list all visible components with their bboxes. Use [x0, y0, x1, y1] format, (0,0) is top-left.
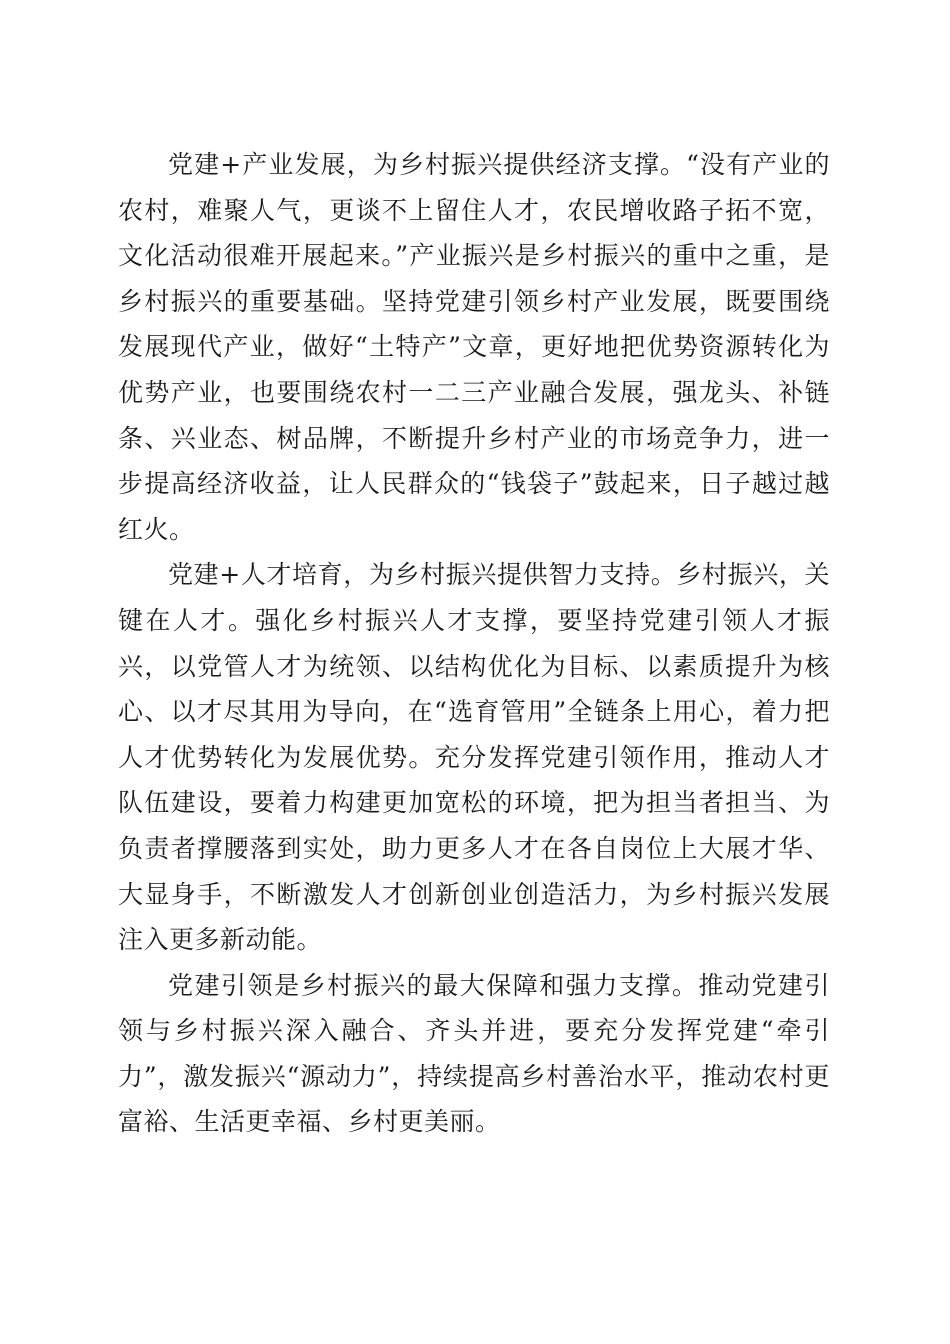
paragraph-talent-cultivation: 党建+人才培育，为乡村振兴提供智力支持。乡村振兴，关键在人才。强化乡村振兴人才支撑，要坚持党建引领人才振兴，以党管人才为统领、以结构优化为目标、以素质提升为核心、以才尽其用为导向，在“选育管用”全链条上用心，着力把人才优势转化为发展优势。充分发挥党建引领作用，推动人才队伍建设，要着力构建更加宽松的环境，把为担当者担当、为负责者撑腰落到实处，助力更多人才在各自岗位上大展才华、大显身手，不断激发人才创新创业创造活力，为乡村振兴发展注入更多新动能。 — [118, 560, 830, 955]
paragraph-party-leadership-conclusion: 党建引领是乡村振兴的最大保障和强力支撑。推动党建引领与乡村振兴深入融合、齐头并进，要充分发挥党建“牵引力”，激发振兴“源动力”，持续提高乡村善治水平，推动农村更富裕、生活更幸福、乡村更美丽。 — [118, 970, 830, 1137]
document-body — [118, 142, 830, 1145]
paragraph-industry-development: 党建+产业发展，为乡村振兴提供经济支撑。“没有产业的农村，难聚人气，更谈不上留住人才，农民增收路子拓不宽，文化活动很难开展起来。”产业振兴是乡村振兴的重中之重，是乡村振兴的重要基础。坚持党建引领乡村产业发展，既要围绕发展现代产业，做好“土特产”文章，更好地把优势资源转化为优势产业，也要围绕农村一二三产业融合发展，强龙头、补链条、兴业态、树品牌，不断提升乡村产业的市场竞争力，进一步提高经济收益，让人民群众的“钱袋子”鼓起来，日子越过越红火。 — [118, 150, 830, 544]
